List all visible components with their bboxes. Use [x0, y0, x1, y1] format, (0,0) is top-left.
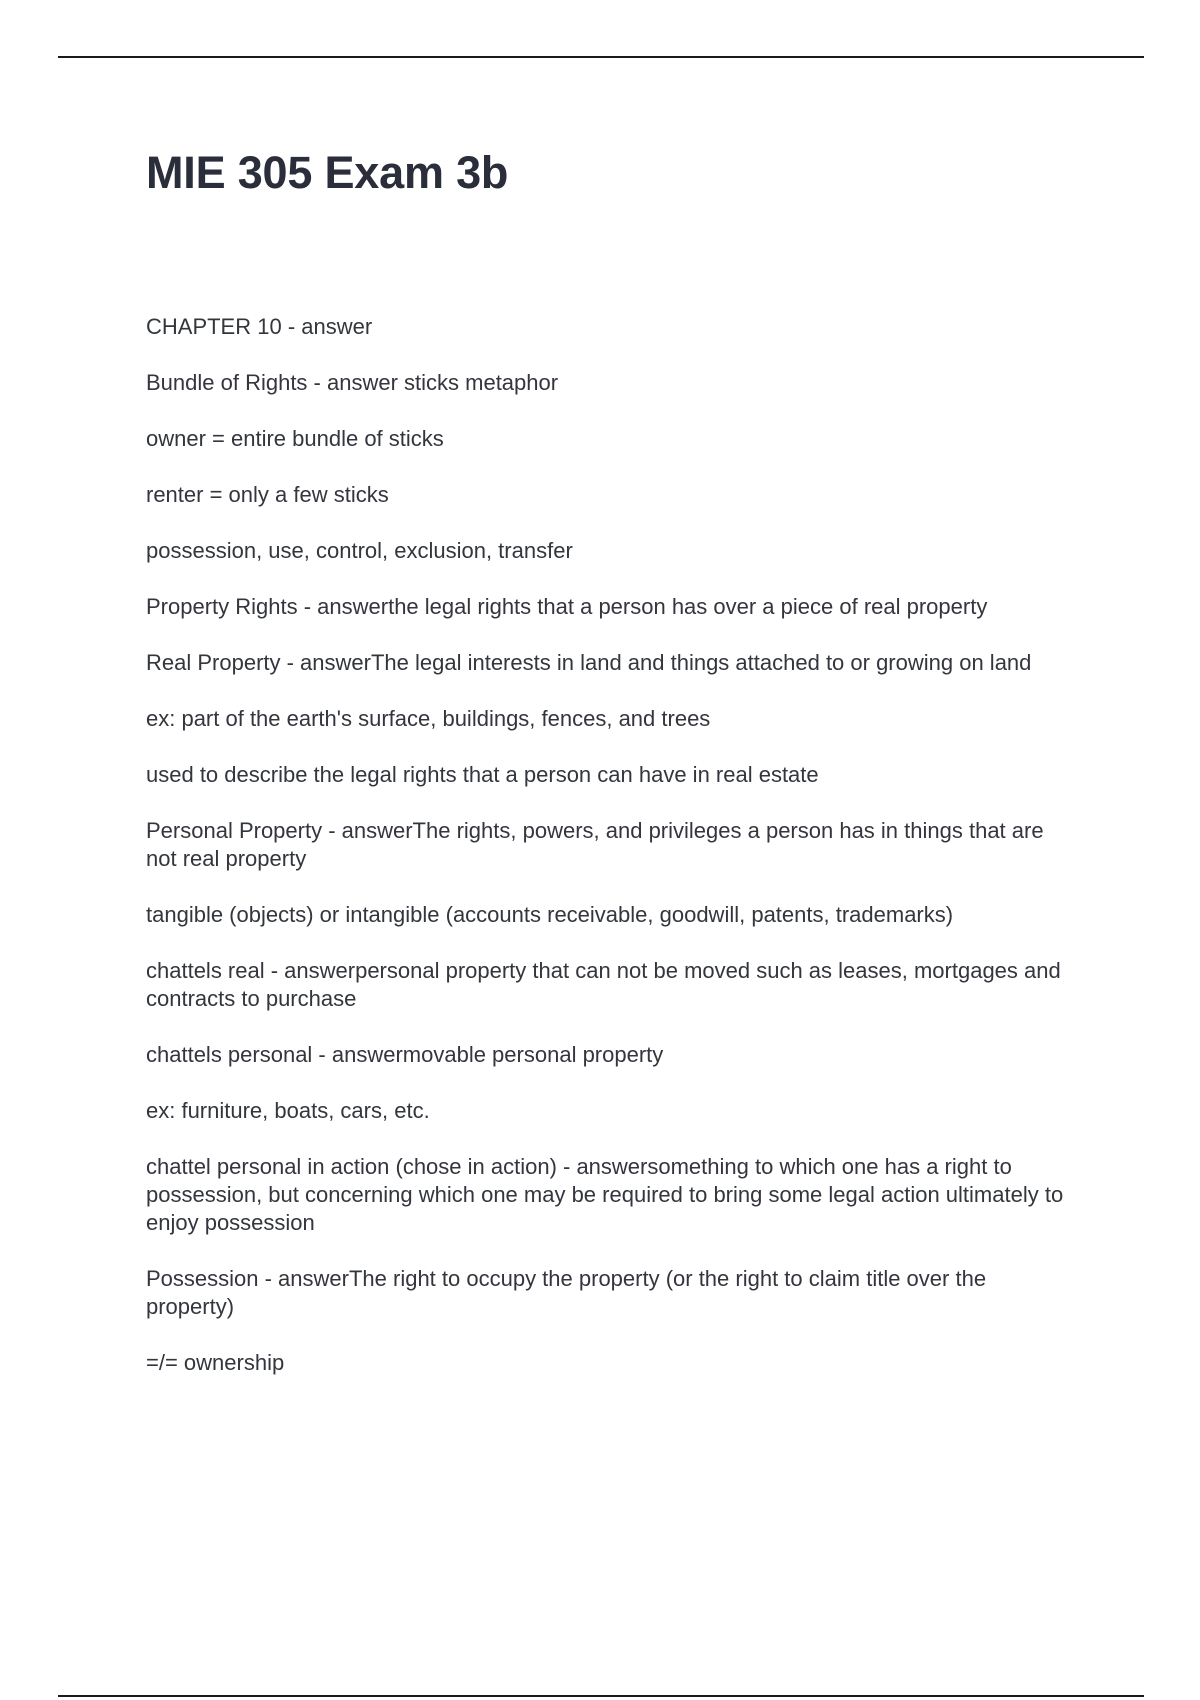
- entry-real-property-usage: used to describe the legal rights that a person can have in real estate: [146, 762, 819, 787]
- entry-owner: owner = entire bundle of sticks: [146, 426, 444, 451]
- bottom-rule: [58, 1695, 1144, 1697]
- entry-real-property: Real Property - answerThe legal interests in land and things attached to or growing on land: [146, 650, 1032, 675]
- entry-possession: Possession - answerThe right to occupy the property (or the right to claim title over the property): [146, 1266, 987, 1319]
- entry-personal-property: Personal Property - answerThe rights, powers, and privileges a person has in things that are not real property: [146, 818, 1044, 871]
- entry-bundle-of-rights: Bundle of Rights - answer sticks metaphor: [146, 370, 559, 395]
- entry-rights-list: possession, use, control, exclusion, transfer: [146, 538, 573, 563]
- entry-property-rights: Property Rights - answerthe legal rights that a person has over a piece of real property: [146, 594, 988, 619]
- document-body: [146, 313, 1076, 1405]
- entry-chattels-personal: chattels personal - answermovable personal property: [146, 1042, 664, 1067]
- top-rule: [58, 56, 1144, 58]
- document-title: MIE 305 Exam 3b: [146, 147, 509, 198]
- entry-ownership-note: =/= ownership: [146, 1350, 285, 1375]
- entry-chattels-example: ex: furniture, boats, cars, etc.: [146, 1098, 430, 1123]
- entry-tangible-intangible: tangible (objects) or intangible (accounts receivable, goodwill, patents, trademarks): [146, 902, 954, 927]
- entry-chattels-real: chattels real - answerpersonal property that can not be moved such as leases, mortgages and contracts to purchase: [146, 958, 1061, 1011]
- entry-chapter-heading: CHAPTER 10 - answer: [146, 314, 373, 339]
- entry-chose-in-action: chattel personal in action (chose in action) - answersomething to which one has a right to possession, but concerning which one may be required to bring some legal action ultimately to enjoy possession: [146, 1154, 1064, 1235]
- entry-renter: renter = only a few sticks: [146, 482, 389, 507]
- entry-real-property-example: ex: part of the earth's surface, buildings, fences, and trees: [146, 706, 711, 731]
